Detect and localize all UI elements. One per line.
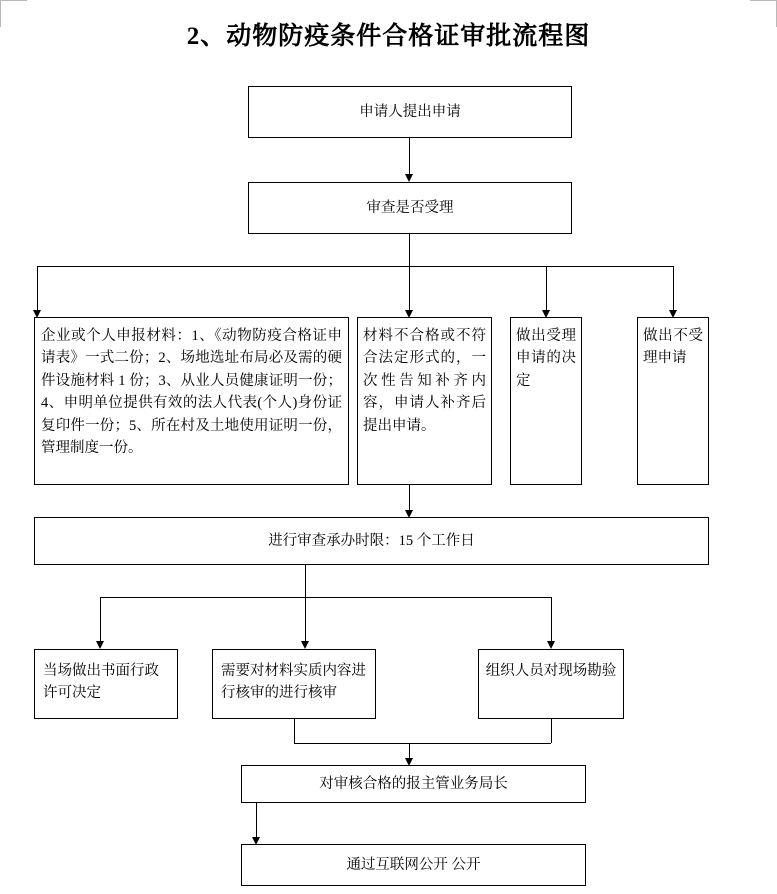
connector-to-materials [37,266,38,312]
connector-site-inspection-down [551,719,552,743]
arrowhead-to-substantive-review [301,641,309,649]
arrowhead-apply-to-review [405,174,413,182]
node-reject-decision [637,317,709,485]
node-report-director-label: 对审核合格的报主管业务局长 [319,775,508,792]
node-reject-decision-label: 做出不受理申请 [643,328,703,367]
connector-to-reject-decision [673,266,674,312]
node-apply [248,86,572,138]
connector-time-limit-bus [100,597,552,598]
node-onsite-decision [34,649,178,719]
connector-substantive-review-down [294,719,295,743]
node-not-qualified-label: 材料不合格或不符合法定形式的，一次性告知补齐内容，申请人补齐后提出申请。 [363,328,486,434]
node-substantive-review [212,649,376,719]
arrowhead-to-site-inspection [547,641,555,649]
connector-to-onsite-decision [100,597,101,643]
page-title: 2、动物防疫条件合格证审批流程图 [186,23,591,50]
node-onsite-decision-label: 当场做出书面行政许可决定 [43,663,159,702]
connector-review-stem [409,234,410,266]
node-publish [241,844,586,886]
connector-merge-bus [294,743,551,744]
connector-to-publish [256,803,257,839]
node-publish-label: 通过互联网公开 公开 [346,856,481,873]
node-review-accept-label: 审查是否受理 [366,199,454,216]
arrowhead-to-onsite-decision [96,641,104,649]
node-apply-label: 申请人提出申请 [359,103,461,120]
node-not-qualified [357,317,492,485]
node-substantive-review-label: 需要对材料实质内容进行核审的进行核审 [221,663,366,702]
connector-apply-to-review [409,138,410,176]
connector-time-limit-stem [305,565,306,597]
node-accept-decision-label: 做出受理申请的决定 [516,328,576,389]
node-report-director [241,765,586,803]
connector-to-substantive-review [305,597,306,643]
connector-to-site-inspection [551,597,552,643]
node-time-limit [34,517,709,565]
node-review-accept [248,182,572,234]
node-site-inspection-label: 组织人员对现场勘验 [485,663,617,679]
node-site-inspection [478,649,624,719]
connector-to-time-limit [409,485,410,513]
node-time-limit-label: 进行审查承办时限：15 个工作日 [268,532,475,549]
connector-to-accept-decision [546,266,547,312]
node-accept-decision [510,317,582,485]
connector-review-bus [37,266,673,267]
node-materials [34,317,349,485]
connector-to-not-qualified [409,266,410,312]
node-materials-label: 企业或个人申报材料：1、《动物防疫合格证申请表》一式二份；2、场地选址布局必及需的硬件设施材料 1 份；3、从业人员健康证明一份；4、申明单位提供有效的法人代表(个人)身份证复印件一份；5、所在村及土地使用证明一份，管理制度一份。 [41,328,342,457]
